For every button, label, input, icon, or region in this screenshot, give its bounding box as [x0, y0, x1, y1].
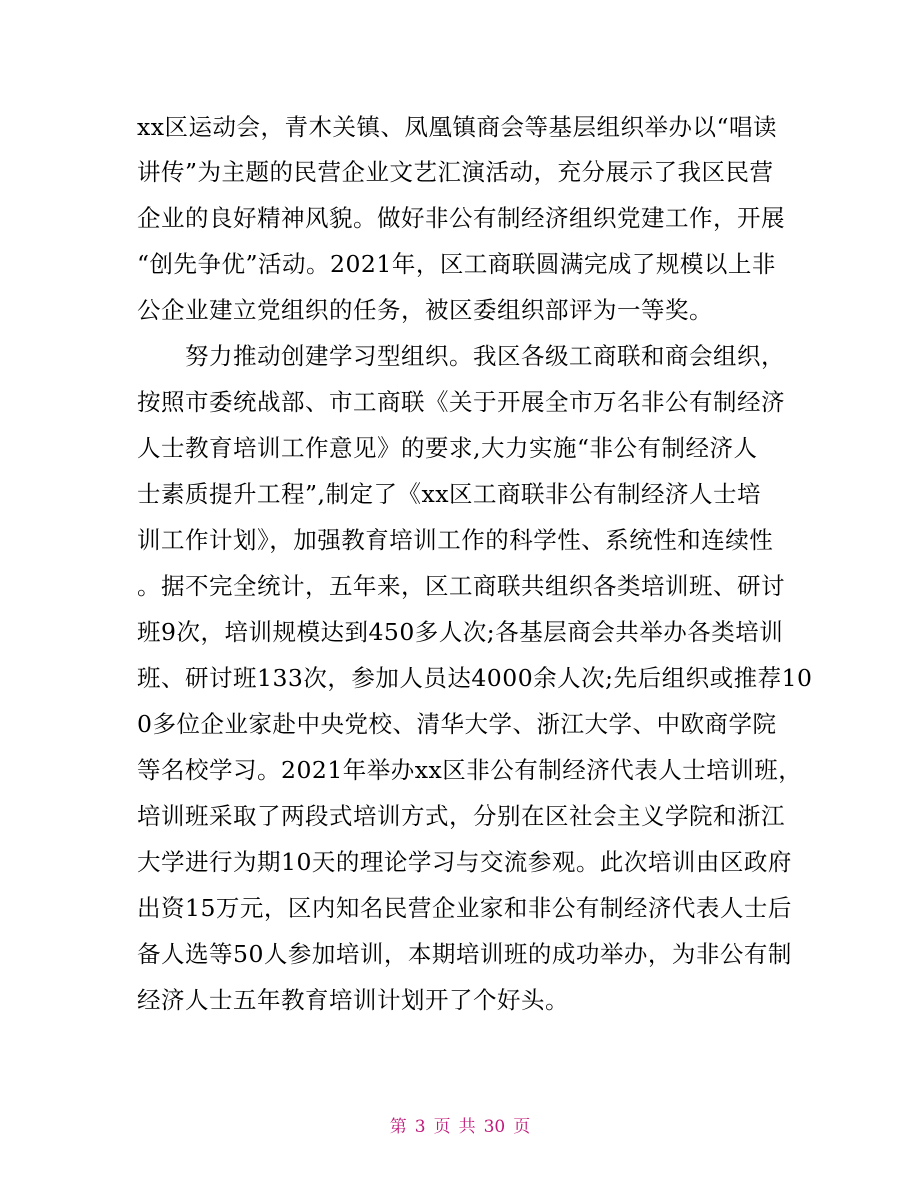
text-line: 讲传”为主题的民营企业文艺汇演活动，充分展示了我区民营 [137, 158, 774, 186]
text-line: 大学进行为期10天的理论学习与交流参观。此次培训由区政府 [137, 848, 792, 876]
footer-ye: 页 [433, 1117, 451, 1137]
text-line: 出资15万元，区内知名民营企业家和非公有制经济代表人士后 [137, 894, 792, 922]
total-pages-number: 30 [483, 1117, 506, 1137]
text-line: 备人选等50人参加培训，本期培训班的成功举办，为非公有制 [137, 940, 792, 968]
text-line: 班9次，培训规模达到450多人次;各基层商会共举办各类培训 [137, 618, 784, 646]
text-line: 经济人士五年教育培训计划开了个好头。 [137, 986, 569, 1014]
current-page-number: 3 [414, 1117, 426, 1137]
text-line: 0多位企业家赴中央党校、清华大学、浙江大学、中欧商学院 [137, 710, 777, 738]
text-line: 公企业建立党组织的任务，被区委组织部评为一等奖。 [137, 296, 713, 324]
text-line: 人士教育培训工作意见》的要求,大力实施“非公有制经济人 [137, 434, 758, 462]
text-line: 等名校学习。2021年举办xx区非公有制经济代表人士培训班， [137, 756, 803, 784]
text-line: 按照市委统战部、市工商联《关于开展全市万名非公有制经济 [137, 388, 785, 416]
text-line: 企业的良好精神风貌。做好非公有制经济组织党建工作，开展 [137, 204, 785, 232]
text-line: 士素质提升工程”,制定了《xx区工商联非公有制经济人士培 [137, 480, 761, 508]
footer-di: 第 [389, 1117, 407, 1137]
footer-ye: 页 [513, 1117, 531, 1137]
text-line: 训工作计划》，加强教育培训工作的科学性、系统性和连续性 [137, 526, 774, 554]
text-line: xx区运动会，青木关镇、凤凰镇商会等基层组织举办以“唱读 [137, 113, 778, 141]
text-line: 班、研讨班133次，参加人员达4000余人次;先后组织或推荐10 [137, 664, 813, 692]
footer-gong: 共 [458, 1117, 476, 1137]
page-footer [0, 1112, 920, 1137]
text-line: “创先争优”活动。2021年，区工商联圆满完成了规模以上非 [137, 250, 776, 278]
text-line: 努力推动创建学习型组织。我区各级工商联和商会组织， [137, 342, 785, 370]
text-line: 培训班采取了两段式培训方式，分别在区社会主义学院和浙江 [137, 802, 785, 830]
text-line: 。据不完全统计，五年来，区工商联共组织各类培训班、研讨 [137, 572, 785, 600]
